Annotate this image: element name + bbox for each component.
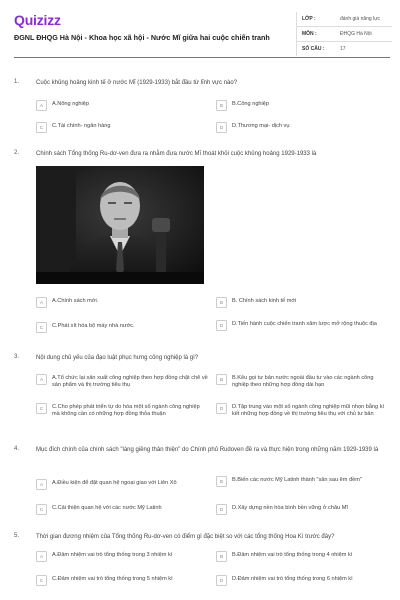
option-text: A.Tổ chức lại sản xuất công nghiệp theo hợp đồng chặt chẽ về sản phẩm và thị trường tiêu thụ — [52, 374, 208, 388]
option-d[interactable] — [216, 320, 386, 331]
option-letter: A — [36, 297, 47, 308]
option-letter: C — [36, 122, 47, 133]
meta-label: SỐ CÂU : — [302, 46, 325, 52]
option-letter: C — [36, 403, 47, 414]
option-text: D.Tập trung vào một số ngành công nghiệp mũi nhọn bằng kí kết những hợp đồng về thị trường tiêu thụ với chủ tư bản — [232, 403, 385, 417]
portrait-photo — [36, 166, 204, 284]
option-c[interactable] — [36, 122, 206, 133]
option-text: C.Tài chính- ngân hàng — [52, 122, 111, 129]
option-text: D.Xây dựng nền hòa bình bền vững ở châu Mĩ — [232, 504, 348, 511]
option-letter: C — [36, 575, 47, 586]
option-text: B.Công nghiệp — [232, 100, 270, 107]
option-a[interactable] — [36, 374, 208, 389]
question-text: Nội dung chủ yếu của đạo luật phục hưng công nghiệp là gì? — [36, 355, 199, 361]
question-text: Chính sách Tổng thống Ru-dơ-ven đưa ra nhằm đưa nước Mĩ thoát khỏi cuộc khủng hoảng 1929-1933 là — [36, 151, 317, 157]
option-letter: A — [36, 100, 47, 111]
question-number: 3. — [14, 354, 20, 360]
option-text: C.Cho phép phát triển tự do hóa một số ngành công nghiệp mà không cần có những hợp đồng thỏa thuận — [52, 403, 200, 417]
meta-row-class — [297, 12, 392, 27]
option-d[interactable] — [216, 403, 388, 418]
option-d[interactable] — [216, 504, 388, 515]
option-a[interactable] — [36, 479, 208, 490]
option-d[interactable] — [216, 575, 388, 586]
meta-row-subject — [297, 27, 392, 42]
option-b[interactable] — [216, 551, 388, 562]
option-text: B.Kêu gọi tư bản nước ngoài đầu tư vào các ngành công nghiệp theo những hợp đồng dài hạn — [232, 374, 374, 388]
meta-value: ĐHQG Hà Nội — [340, 31, 372, 37]
option-text: C.Cải thiện quan hệ với các nước Mỹ Latinh — [52, 504, 162, 511]
option-text: C.Phát xít hóa bộ máy nhà nước. — [52, 322, 135, 329]
option-c[interactable] — [36, 403, 208, 418]
option-letter: C — [36, 504, 47, 515]
option-letter: D — [216, 122, 227, 133]
question-number: 2. — [14, 150, 20, 156]
portrait-photo-illustration — [36, 166, 204, 284]
option-text: A.Đảm nhiệm vai trò tổng thống trong 3 nhiệm kì — [52, 551, 173, 558]
worksheet-title: ĐGNL ĐHQG Hà Nội - Khoa học xã hội - Nước Mĩ giữa hai cuộc chiến tranh — [14, 33, 270, 42]
option-text: A.Chính sách mới. — [52, 297, 99, 304]
option-letter: A — [36, 479, 47, 490]
option-b[interactable] — [216, 374, 388, 389]
option-a[interactable] — [36, 551, 208, 562]
option-a[interactable] — [36, 100, 206, 111]
quizizz-logo: Quizizz — [14, 12, 61, 28]
question-number: 1. — [14, 79, 20, 85]
header-divider — [14, 57, 390, 58]
question-text: Cuộc khủng hoảng kinh tế ở nước Mĩ (1929-1933) bắt đầu từ lĩnh vực nào? — [36, 80, 238, 86]
question-number: 4. — [14, 446, 20, 452]
option-text: D.Tiến hành cuộc chiến tranh xâm lược mở rộng thuộc địa — [232, 320, 377, 327]
option-text: B. Chính sách kinh tế mới — [232, 297, 297, 304]
meta-table — [296, 12, 392, 56]
option-letter: B — [216, 551, 227, 562]
option-c[interactable] — [36, 575, 208, 586]
option-letter: C — [36, 322, 47, 333]
option-letter: B — [216, 100, 227, 111]
option-b[interactable] — [216, 297, 386, 308]
meta-value: 17 — [340, 46, 346, 52]
question-number: 5. — [14, 533, 20, 539]
option-c[interactable] — [36, 322, 206, 333]
meta-label: LỚP : — [302, 16, 316, 22]
meta-row-count — [297, 42, 392, 56]
option-text: A.Nông nghiệp — [52, 100, 90, 107]
option-b[interactable] — [216, 100, 386, 111]
option-letter: D — [216, 403, 227, 414]
option-letter: D — [216, 575, 227, 586]
option-text: D.Đảm nhiệm vai trò tổng thống trong 6 nhiệm kì — [232, 575, 353, 582]
option-c[interactable] — [36, 504, 208, 515]
option-letter: B — [216, 476, 227, 487]
option-text: B.Đảm nhiệm vai trò tổng thống trong 4 nhiệm kì — [232, 551, 353, 558]
option-letter: A — [36, 551, 47, 562]
option-d[interactable] — [216, 122, 386, 133]
option-text: C.Đảm nhiệm vai trò tổng thống trong 5 nhiệm kì — [52, 575, 173, 582]
option-a[interactable] — [36, 297, 206, 308]
option-text: B.Biến các nước Mỹ Latinh thành "sân sau êm đềm" — [232, 476, 362, 483]
meta-value: đánh giá năng lực — [340, 16, 381, 22]
option-letter: D — [216, 320, 227, 331]
option-letter: A — [36, 374, 47, 385]
option-letter: B — [216, 374, 227, 385]
option-text: D.Thương mại- dịch vụ — [232, 122, 290, 129]
option-text: A.Điều kiện để đặt quan hệ ngoại giao với Liên Xô — [52, 479, 177, 486]
question-text: Thời gian đương nhiệm của Tổng thống Ru-dơ-ven có điểm gì đặc biệt so với các tổng thống Hoa Kì trước đây? — [36, 534, 335, 540]
option-letter: D — [216, 504, 227, 515]
meta-label: MÔN : — [302, 31, 317, 37]
option-letter: B — [216, 297, 227, 308]
option-b[interactable] — [216, 476, 388, 487]
question-text: Mục đích chính của chính sách "láng giềng thân thiện" do Chính phủ Rudoven đề ra và thực hiện trong những năm 1929-1939 là — [36, 447, 379, 453]
